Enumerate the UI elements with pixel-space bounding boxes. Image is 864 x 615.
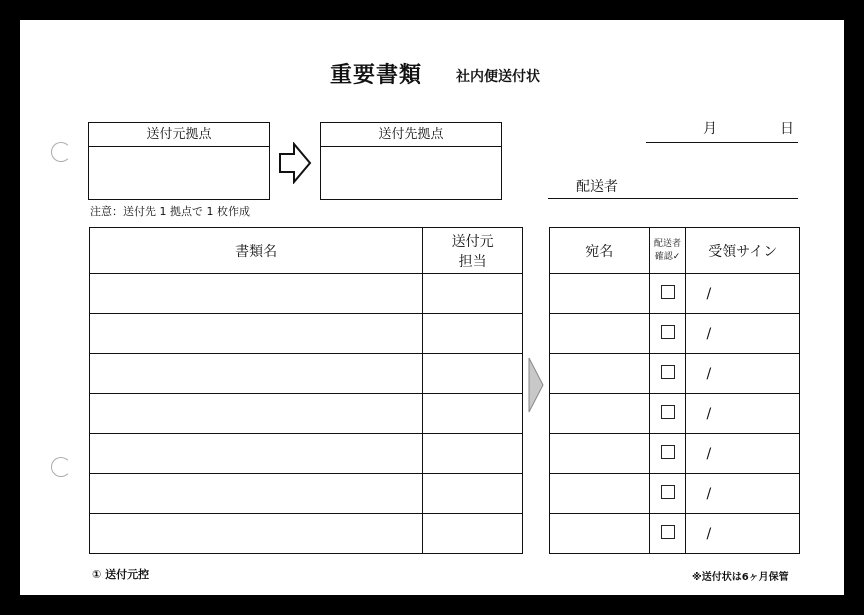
destination-box[interactable] — [320, 122, 502, 200]
recipient-cell[interactable] — [550, 514, 650, 554]
sender-cell[interactable] — [423, 394, 523, 434]
recipient-cell[interactable] — [550, 354, 650, 394]
check-cell — [649, 514, 686, 554]
sender-header-line1: 送付元 — [451, 233, 494, 250]
table-row — [550, 434, 800, 474]
sender-cell[interactable] — [423, 434, 523, 474]
table-row — [550, 354, 800, 394]
signature-slash: / — [706, 445, 712, 462]
table-row — [550, 514, 800, 554]
check-cell — [649, 474, 686, 514]
date-field[interactable] — [646, 116, 798, 143]
sender-header-line2: 担当 — [458, 253, 487, 270]
sender-cell[interactable] — [423, 514, 523, 554]
note-text: 注意：送付先 1 拠点で 1 枚作成 — [90, 205, 250, 218]
signature-slash: / — [706, 485, 712, 502]
sender-cell[interactable] — [423, 354, 523, 394]
signature-cell[interactable] — [686, 514, 800, 554]
month-label: 月 — [703, 121, 717, 137]
origin-box-label: 送付元拠点 — [89, 123, 269, 147]
sender-cell[interactable] — [423, 314, 523, 354]
signature-cell[interactable] — [686, 274, 800, 314]
origin-box[interactable] — [88, 122, 270, 200]
signature-cell[interactable] — [686, 394, 800, 434]
delivery-checkbox[interactable] — [661, 365, 675, 379]
table-row — [90, 354, 523, 394]
signature-cell[interactable] — [686, 474, 800, 514]
column-header-document: 書類名 — [90, 228, 423, 274]
delivery-checkbox[interactable] — [661, 285, 675, 299]
column-header-check — [649, 228, 686, 274]
table-row — [550, 394, 800, 434]
binder-hole-bottom — [51, 457, 71, 477]
receipt-table — [549, 227, 800, 554]
column-header-sender — [423, 228, 523, 274]
check-cell — [649, 274, 686, 314]
recipient-cell[interactable] — [550, 314, 650, 354]
signature-slash: / — [706, 285, 712, 302]
signature-cell[interactable] — [686, 314, 800, 354]
delivery-checkbox[interactable] — [661, 525, 675, 539]
document-cell[interactable] — [90, 314, 423, 354]
document-cell[interactable] — [90, 354, 423, 394]
signature-slash: / — [706, 525, 712, 542]
document-cell[interactable] — [90, 514, 423, 554]
check-cell — [649, 434, 686, 474]
table-row — [550, 314, 800, 354]
transmittal-sheet — [20, 20, 844, 595]
sender-cell[interactable] — [423, 274, 523, 314]
check-header-line2: 確認✓ — [654, 251, 681, 262]
footer-retention-note: ※送付状は6ヶ月保管 — [692, 572, 789, 583]
page-subtitle: 社内便送付状 — [456, 69, 540, 85]
table-row — [90, 474, 523, 514]
check-header-line1: 配送者 — [653, 238, 681, 249]
table-row — [90, 394, 523, 434]
table-row — [550, 274, 800, 314]
document-cell[interactable] — [90, 474, 423, 514]
document-cell[interactable] — [90, 394, 423, 434]
outline-right-arrow-icon — [278, 142, 312, 184]
recipient-cell[interactable] — [550, 474, 650, 514]
signature-cell[interactable] — [686, 354, 800, 394]
page-title: 重要書類 — [330, 63, 423, 88]
delivery-checkbox[interactable] — [661, 325, 675, 339]
delivery-checkbox[interactable] — [661, 445, 675, 459]
binder-hole-top — [51, 142, 71, 162]
table-row — [90, 514, 523, 554]
table-row — [90, 434, 523, 474]
document-cell[interactable] — [90, 274, 423, 314]
check-cell — [649, 314, 686, 354]
table-row — [90, 274, 523, 314]
table-row — [90, 314, 523, 354]
table-row — [550, 474, 800, 514]
column-header-signature: 受領サイン — [686, 228, 800, 274]
courier-label: 配送者 — [576, 179, 618, 195]
signature-slash: / — [706, 365, 712, 382]
sender-cell[interactable] — [423, 474, 523, 514]
recipient-cell[interactable] — [550, 394, 650, 434]
delivery-checkbox[interactable] — [661, 405, 675, 419]
document-cell[interactable] — [90, 434, 423, 474]
day-label: 日 — [780, 121, 794, 137]
check-cell — [649, 394, 686, 434]
check-cell — [649, 354, 686, 394]
column-header-recipient: 宛名 — [550, 228, 650, 274]
gray-right-triangle-icon — [527, 356, 545, 414]
recipient-cell[interactable] — [550, 434, 650, 474]
document-table — [89, 227, 523, 554]
signature-slash: / — [706, 405, 712, 422]
footer-copy-label: ① 送付元控 — [92, 568, 150, 581]
recipient-cell[interactable] — [550, 274, 650, 314]
signature-slash: / — [706, 325, 712, 342]
signature-cell[interactable] — [686, 434, 800, 474]
destination-box-label: 送付先拠点 — [321, 123, 501, 147]
delivery-checkbox[interactable] — [661, 485, 675, 499]
